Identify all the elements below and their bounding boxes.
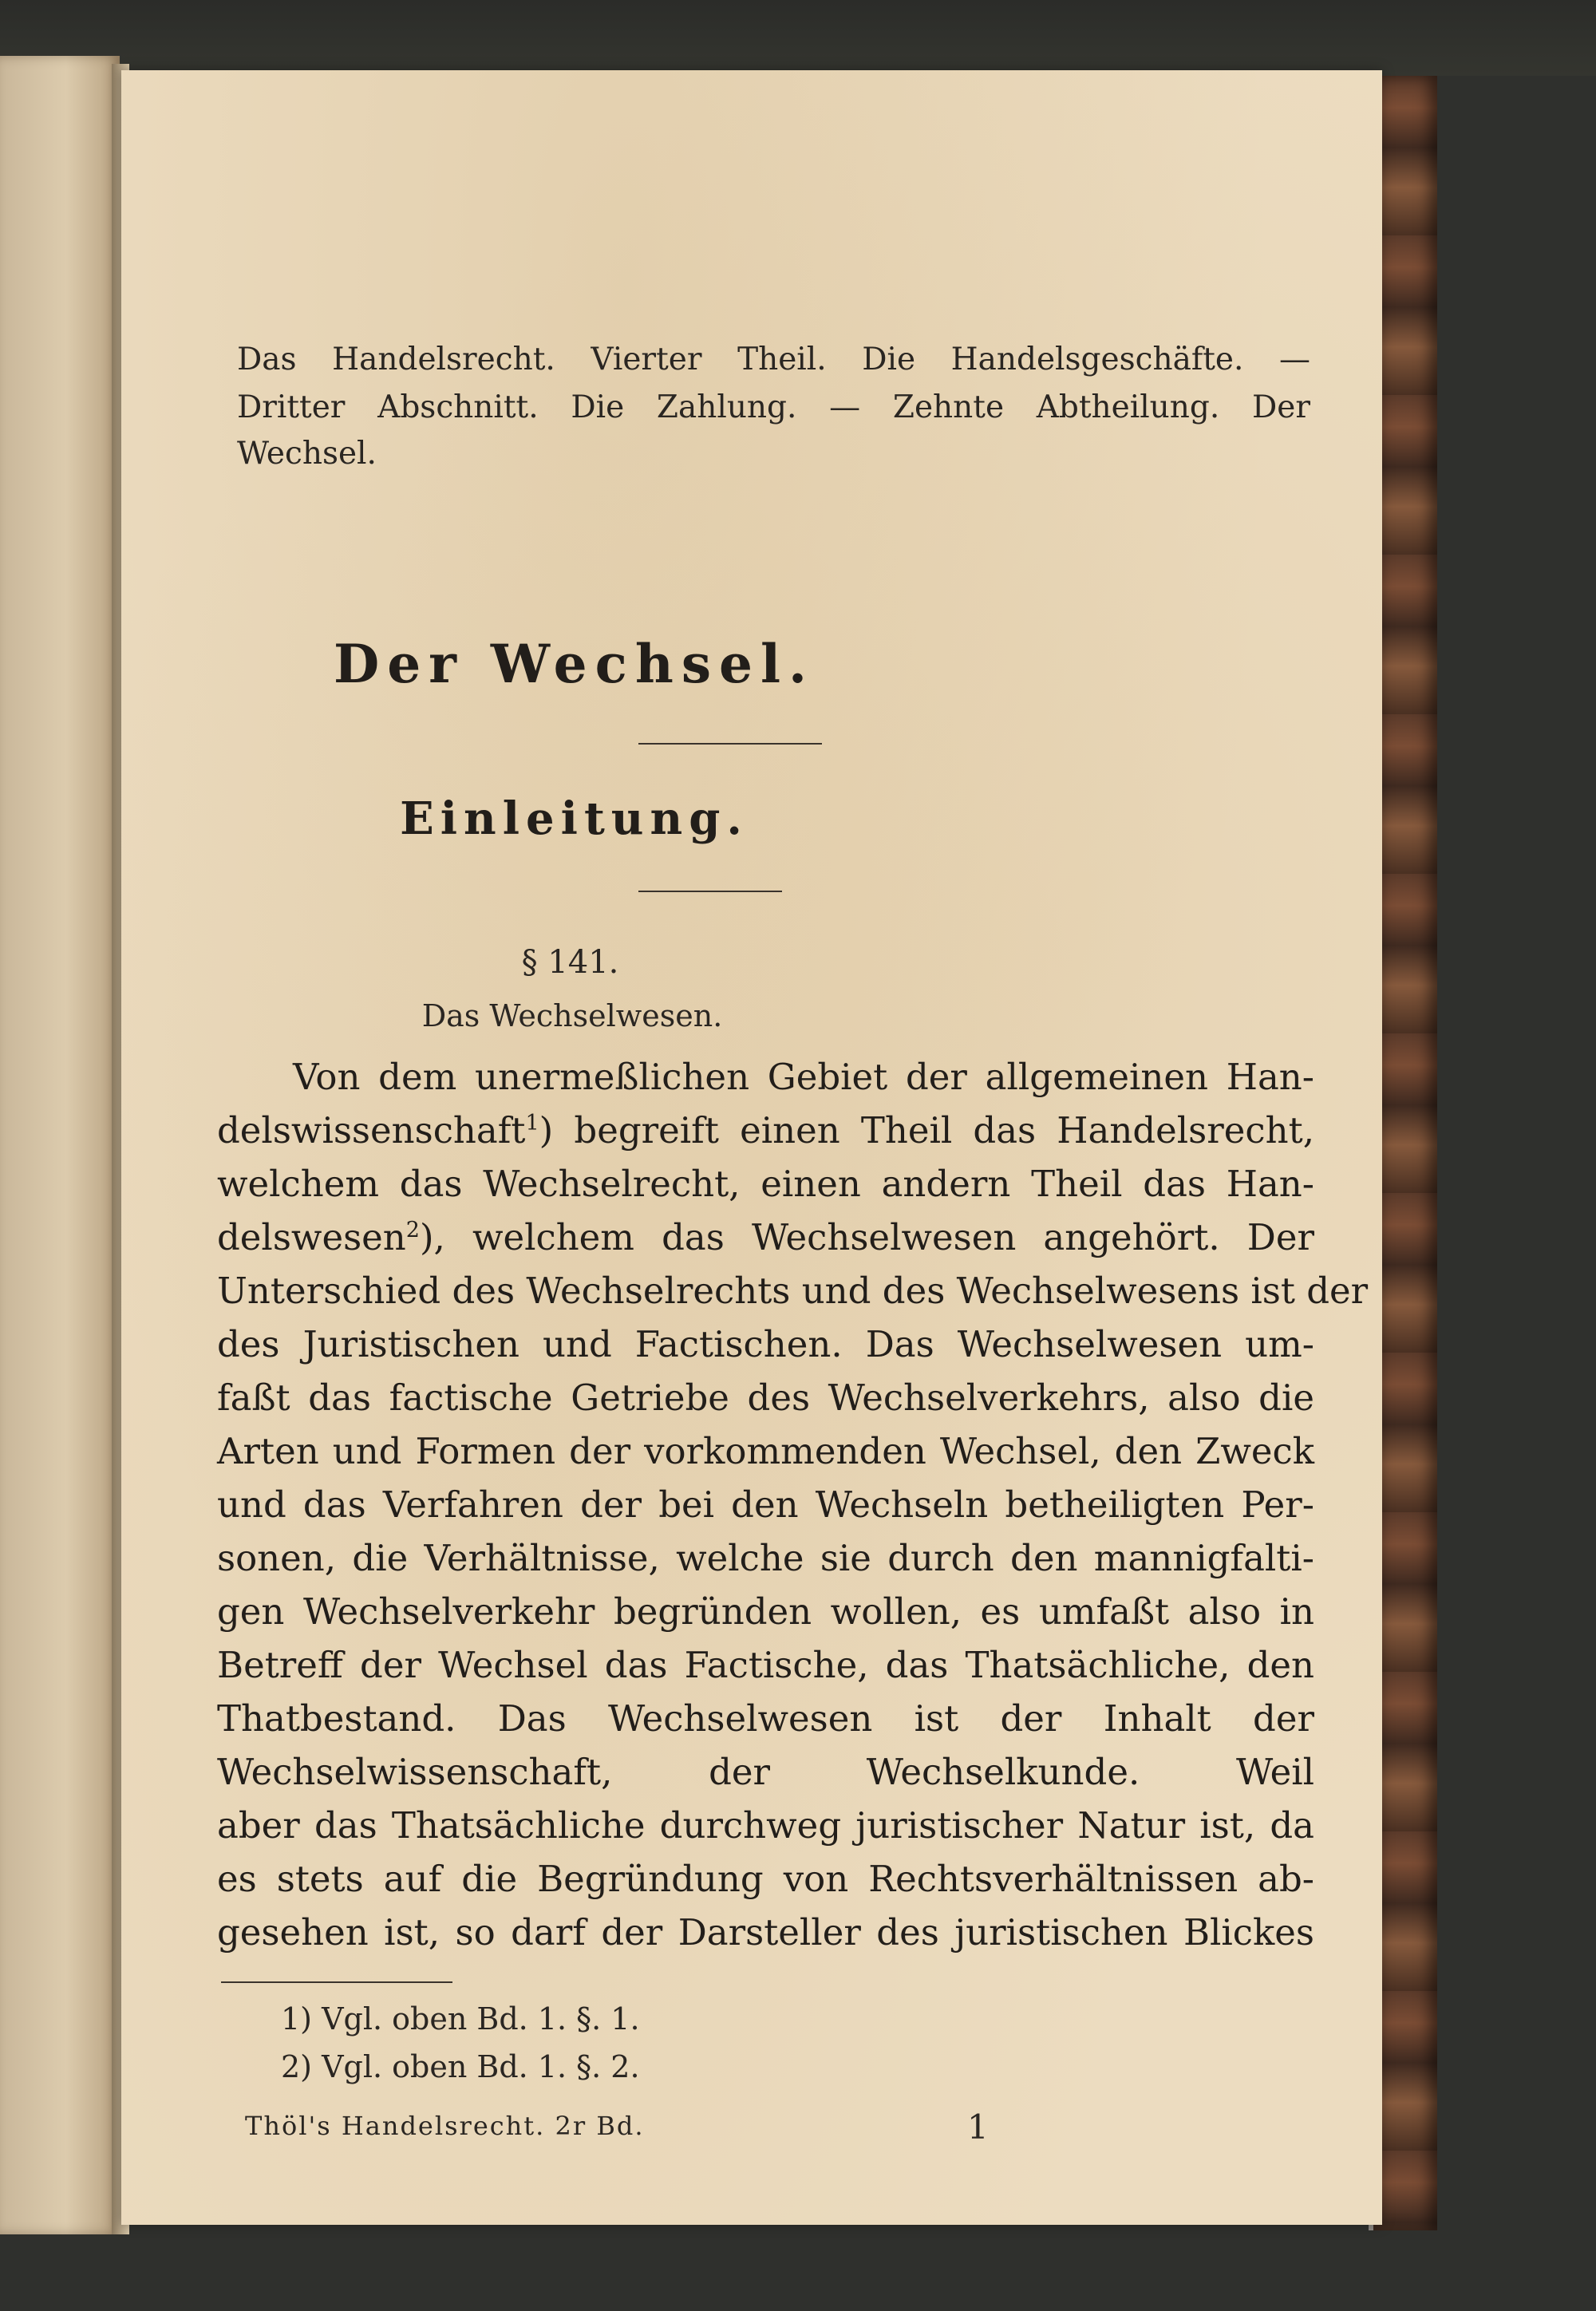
body-line: aber das Thatsächliche durchweg juristischer Natur ist, da (217, 1804, 1314, 1847)
footnote-marker: 1 (525, 1111, 539, 1136)
chapter-title: Der Wechsel. (333, 633, 816, 695)
body-line: Betreff der Wechsel das Factische, das Thatsächliche, den (217, 1644, 1314, 1686)
footnote: 2) Vgl. oben Bd. 1. §. 2. (281, 2049, 640, 2084)
body-line: faßt das factische Getriebe des Wechselverkehrs, also die (217, 1377, 1314, 1419)
body-text: ), welchem das Wechselwesen angehört. Der (419, 1216, 1314, 1258)
body-line: welchem das Wechselrecht, einen andern Theil das Han- (217, 1163, 1314, 1205)
running-header-line-1: Das Handelsrecht. Vierter Theil. Die Handelsgeschäfte. — (237, 342, 1310, 377)
body-line: Thatbestand. Das Wechselwesen ist der Inhalt der (217, 1697, 1314, 1740)
body-line: Wechselwissenschaft, der Wechselkunde. Weil (217, 1751, 1314, 1793)
body-text: ) begreift einen Theil das Handelsrecht, (539, 1109, 1314, 1152)
body-line: sonen, die Verhältnisse, welche sie durch den mannigfalti- (217, 1537, 1314, 1579)
footnote: 1) Vgl. oben Bd. 1. §. 1. (281, 2001, 640, 2036)
body-line: Von dem unermeßlichen Gebiet der allgemeinen Han- (293, 1056, 1314, 1098)
body-line (217, 1216, 1314, 1258)
body-line: es stets auf die Begründung von Rechtsverhältnissen ab- (217, 1858, 1314, 1900)
body-line: des Juristischen und Factischen. Das Wechselwesen um- (217, 1323, 1314, 1365)
scan-background (0, 0, 1596, 76)
book-page (121, 70, 1382, 2225)
page-number: 1 (967, 2108, 989, 2147)
body-line: und das Verfahren der bei den Wechseln betheiligten Per- (217, 1483, 1314, 1526)
running-header-line-3: Wechsel. (237, 436, 377, 472)
running-header-line-2: Dritter Abschnitt. Die Zahlung. — Zehnte Abtheilung. Der (237, 389, 1310, 425)
footnote-divider (221, 1981, 452, 1983)
footnote-marker: 2 (405, 1218, 420, 1242)
paragraph-title: Das Wechselwesen. (421, 998, 723, 1033)
body-line: gen Wechselverkehr begründen wollen, es umfaßt also in (217, 1590, 1314, 1633)
body-line (217, 1109, 1314, 1152)
body-line: Unterschied des Wechselrechts und des Wechselwesens ist der (217, 1270, 1369, 1312)
body-line: gesehen ist, so darf der Darsteller des juristischen Blickes (217, 1911, 1314, 1953)
signature-mark: Thöl's Handelsrecht. 2r Bd. (245, 2111, 645, 2141)
body-text: delswissenschaft (217, 1109, 526, 1152)
heading-divider (638, 891, 782, 892)
section-heading: Einleitung. (400, 792, 749, 845)
left-page-edge (0, 56, 120, 2234)
title-divider (638, 743, 822, 745)
body-line: Arten und Formen der vorkommenden Wechsel, den Zweck (217, 1430, 1314, 1472)
body-text: delswesen (217, 1216, 406, 1258)
paragraph-number: § 141. (521, 944, 619, 981)
